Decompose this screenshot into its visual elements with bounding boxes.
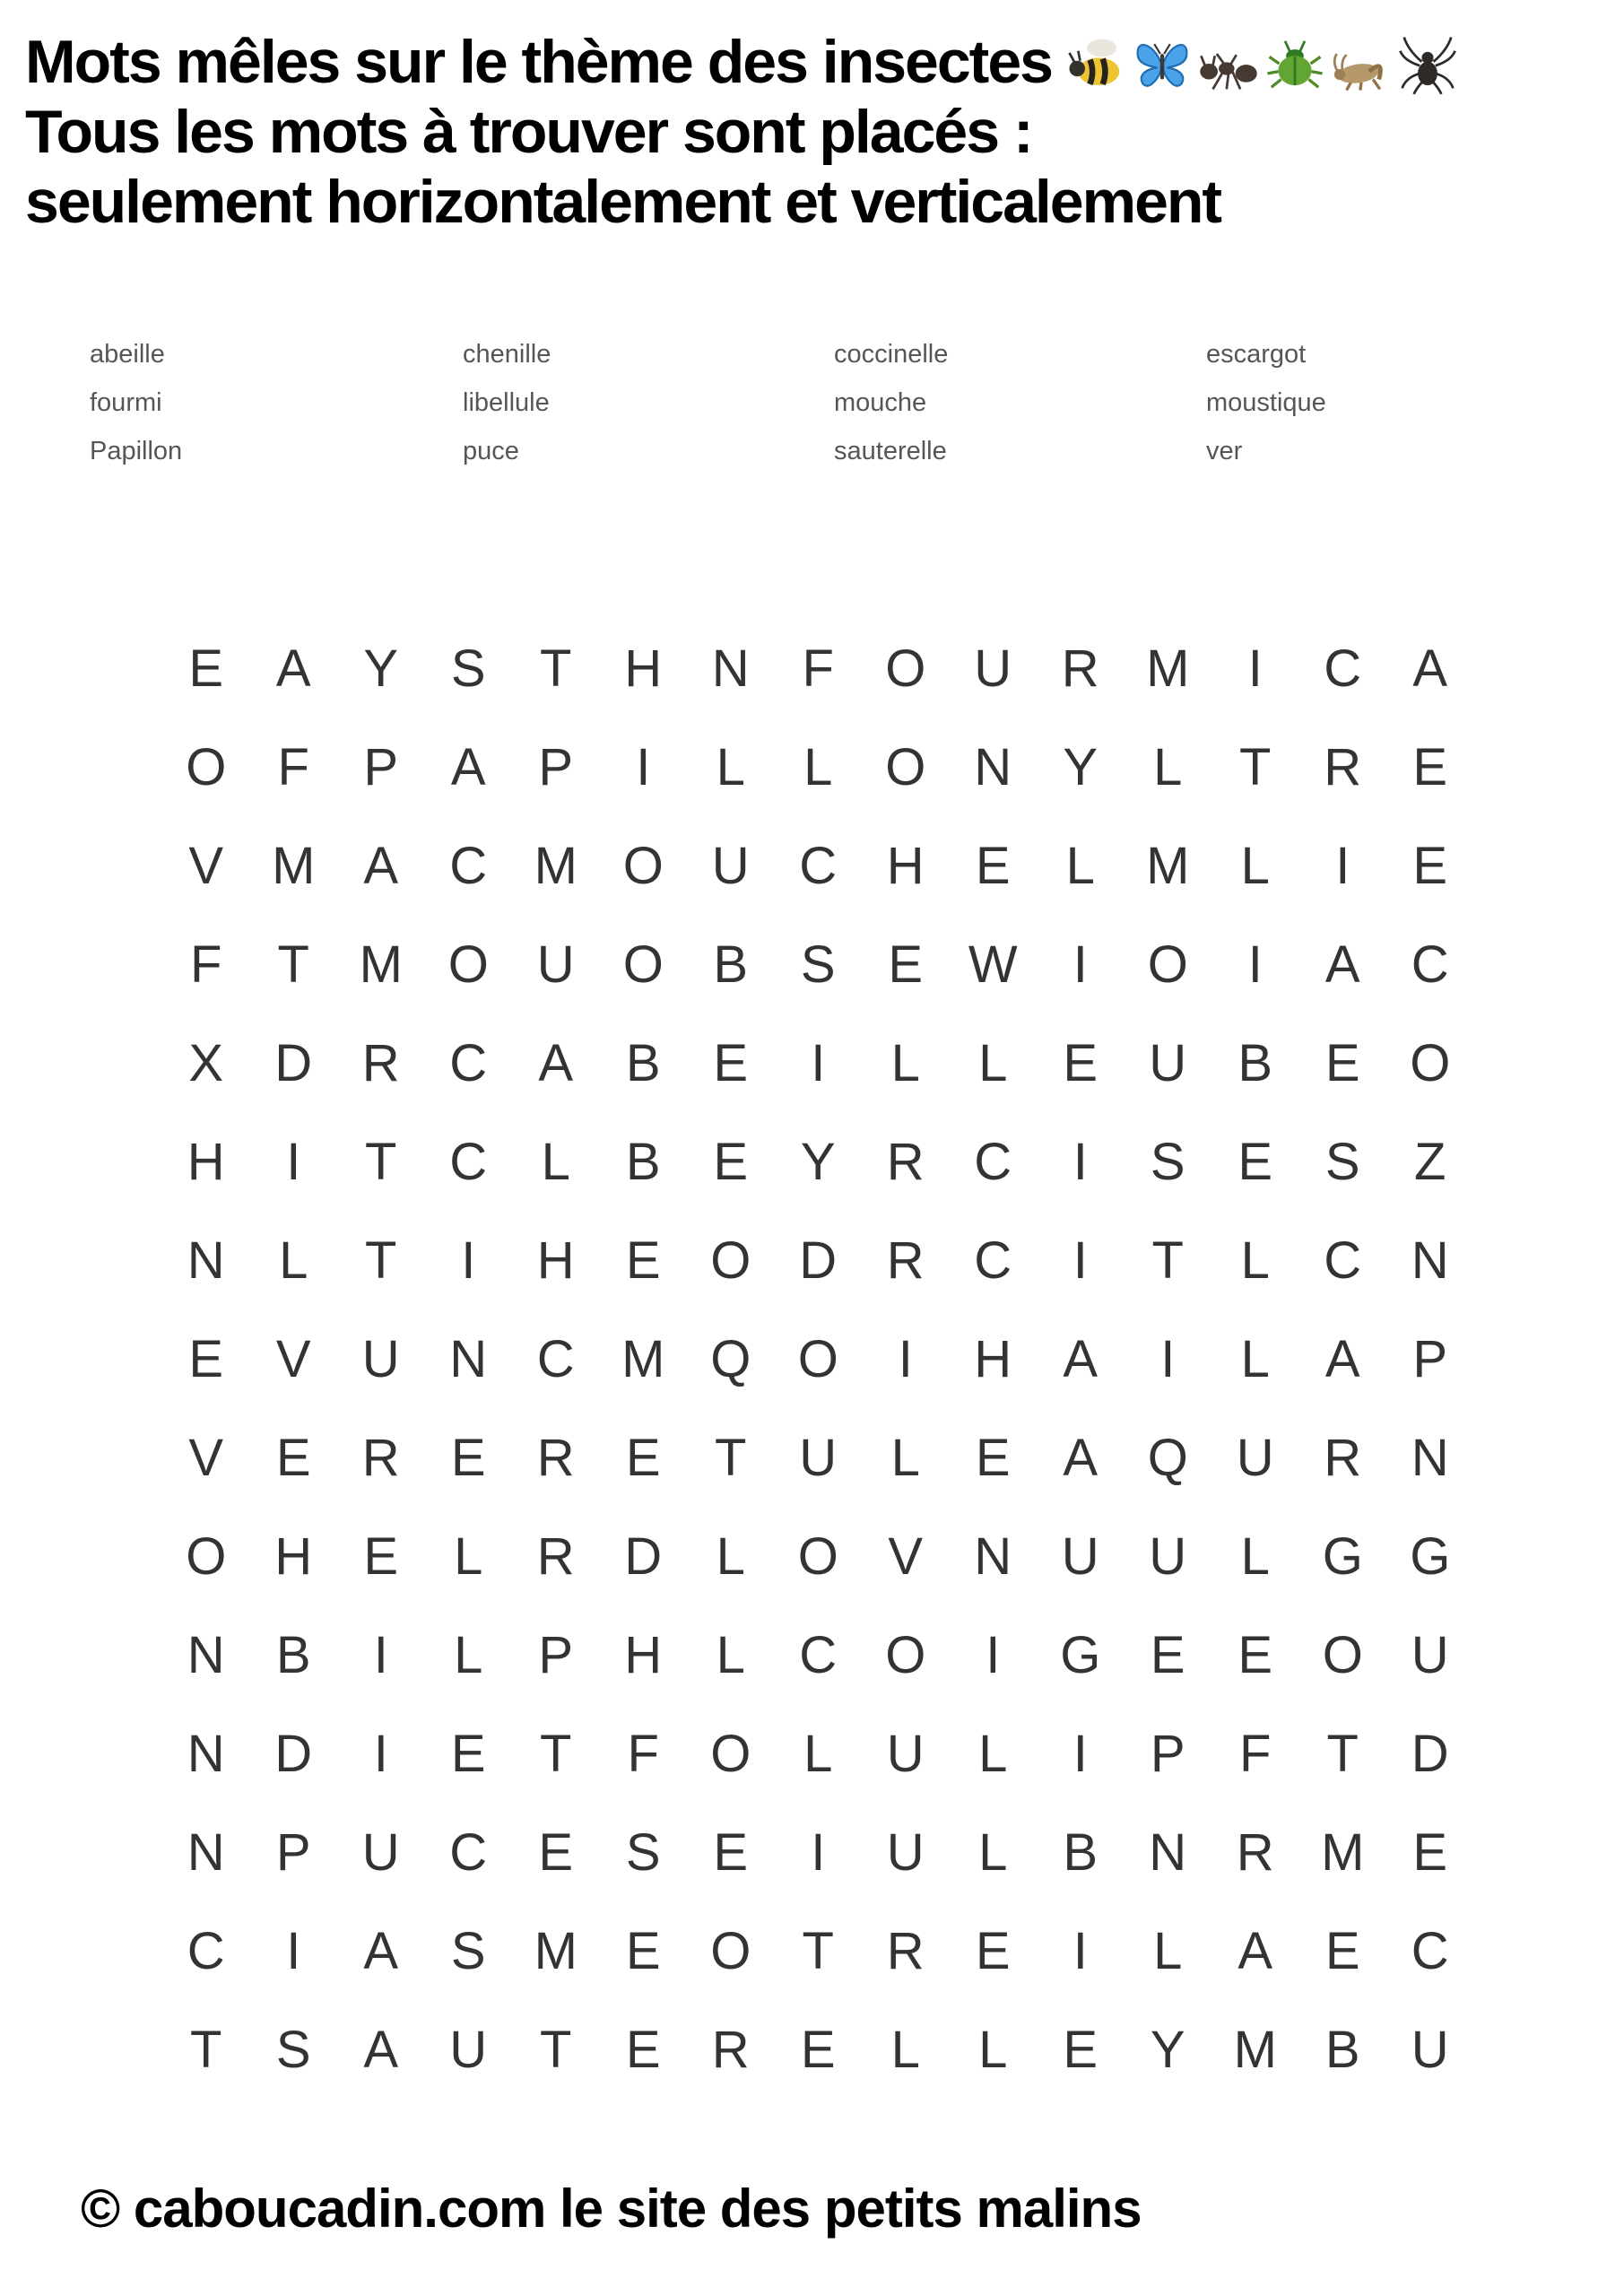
grid-cell: E	[888, 935, 924, 994]
grid-cell: V	[275, 1329, 311, 1388]
word-list	[90, 330, 1583, 475]
grid-cell: H	[624, 1625, 663, 1684]
grid-cell: R	[886, 1132, 925, 1191]
grid-cell: Q	[710, 1329, 751, 1388]
insect-icons	[1064, 32, 1459, 95]
grid-cell: O	[447, 935, 489, 994]
grid-cell: E	[1063, 1033, 1099, 1092]
word-item: escargot	[1206, 340, 1307, 369]
grid-cell: U	[1061, 1526, 1099, 1586]
grid-cell: E	[625, 2020, 661, 2079]
grid-cell: L	[1153, 737, 1183, 796]
grid-cell: H	[536, 1231, 575, 1290]
letter-grid	[162, 619, 1474, 2099]
grid-cell: N	[449, 1329, 488, 1388]
grid-cell: N	[1411, 1231, 1449, 1290]
grid-cell: C	[187, 1921, 225, 1980]
grid-cell: A	[363, 2020, 399, 2079]
grid-cell: Y	[800, 1132, 836, 1191]
grid-cell: L	[541, 1132, 570, 1191]
grid-cell: L	[978, 1822, 1008, 1882]
grid-cell: L	[716, 1625, 745, 1684]
grid-cell: O	[710, 1921, 751, 1980]
grid-cell: A	[275, 639, 311, 698]
grid-cell: N	[187, 1231, 225, 1290]
grid-cell: A	[450, 737, 486, 796]
grid-cell: A	[363, 1921, 399, 1980]
grid-cell: R	[536, 1526, 575, 1586]
grid-cell: C	[974, 1231, 1012, 1290]
grid-cell: B	[1238, 1033, 1273, 1092]
grid-cell: O	[710, 1231, 751, 1290]
word-item: puce	[463, 437, 519, 465]
grid-cell: L	[978, 1033, 1008, 1092]
grid-cell: I	[636, 737, 651, 796]
grid-cell: N	[711, 639, 750, 698]
grid-cell: Y	[363, 639, 399, 698]
grid-cell: A	[363, 836, 399, 895]
grid-cell: V	[188, 1428, 224, 1487]
grid-cell: N	[974, 1526, 1012, 1586]
grid-cell: E	[1412, 836, 1448, 895]
grid-cell: O	[885, 737, 926, 796]
butterfly-icon	[1131, 32, 1194, 95]
grid-cell: P	[1150, 1724, 1185, 1783]
grid-cell: X	[188, 1033, 224, 1092]
grid-cell: M	[1233, 2020, 1277, 2079]
grid-cell: E	[975, 1921, 1011, 1980]
grid-cell: A	[538, 1033, 574, 1092]
grid-cell: E	[1412, 1822, 1448, 1882]
grid-cell: I	[898, 1329, 913, 1388]
grid-cell: V	[188, 836, 224, 895]
grid-cell: B	[1324, 2020, 1360, 2079]
word-item: abeille	[90, 340, 165, 369]
grid-cell: L	[1240, 1231, 1270, 1290]
grid-cell: O	[186, 737, 227, 796]
grid-cell: E	[1063, 2020, 1099, 2079]
grid-cell: L	[1065, 836, 1095, 895]
grid-cell: I	[373, 1625, 388, 1684]
grid-cell: O	[622, 935, 664, 994]
grid-cell: A	[1324, 935, 1360, 994]
grid-cell: C	[449, 1822, 488, 1882]
grid-cell: G	[1322, 1526, 1363, 1586]
grid-cell: U	[1149, 1526, 1187, 1586]
grid-cell: E	[1238, 1625, 1273, 1684]
grid-cell: U	[1411, 2020, 1449, 2079]
grid-cell: I	[1073, 1231, 1088, 1290]
grid-cell: E	[538, 1822, 574, 1882]
title-subtitle-2: seulement horizontalement et verticalement	[25, 168, 1221, 236]
grid-cell: E	[1412, 737, 1448, 796]
grid-cell: E	[450, 1724, 486, 1783]
grid-cell: L	[803, 737, 833, 796]
grid-cell: L	[1240, 1526, 1270, 1586]
grid-cell: D	[799, 1231, 838, 1290]
grid-cell: E	[713, 1132, 749, 1191]
grid-cell: R	[1236, 1822, 1274, 1882]
grid-cell: H	[624, 639, 663, 698]
grid-cell: V	[888, 1526, 924, 1586]
grid-cell: C	[799, 836, 838, 895]
grid-cell: P	[1412, 1329, 1448, 1388]
grid-cell: E	[975, 1428, 1011, 1487]
grid-cell: H	[974, 1329, 1012, 1388]
grid-cell: O	[622, 836, 664, 895]
grid-cell: E	[363, 1526, 399, 1586]
grid-cell: H	[187, 1132, 225, 1191]
grid-cell: D	[274, 1724, 313, 1783]
word-column	[90, 330, 463, 475]
word-column	[1206, 330, 1583, 475]
word-item: Papillon	[90, 437, 183, 465]
grid-cell: E	[713, 1033, 749, 1092]
grid-cell: U	[1236, 1428, 1274, 1487]
page-title: Mots mêles sur le thème des insectes	[25, 28, 1052, 96]
grid-cell: D	[624, 1526, 663, 1586]
grid-cell: L	[1240, 1329, 1270, 1388]
grid-cell: L	[890, 1428, 920, 1487]
grid-cell: M	[1321, 1822, 1365, 1882]
grid-cell: Y	[1150, 2020, 1185, 2079]
grid-cell: U	[1149, 1033, 1187, 1092]
grid-cell: U	[1411, 1625, 1449, 1684]
grid-cell: U	[711, 836, 750, 895]
grid-cell: M	[1146, 836, 1190, 895]
grid-cell: T	[1151, 1231, 1184, 1290]
grid-cell: N	[187, 1724, 225, 1783]
word-item: mouche	[834, 388, 927, 417]
grid-cell: E	[625, 1428, 661, 1487]
grid-cell: T	[540, 639, 572, 698]
grid-cell: A	[1063, 1329, 1099, 1388]
grid-cell: I	[1073, 1921, 1088, 1980]
grid-cell: F	[1239, 1724, 1272, 1783]
ant-icon	[1197, 32, 1260, 95]
grid-cell: S	[275, 2020, 311, 2079]
grid-cell: C	[449, 1033, 488, 1092]
grid-cell: A	[1412, 639, 1448, 698]
word-column	[463, 330, 834, 475]
grid-cell: N	[1149, 1822, 1187, 1882]
grid-cell: B	[625, 1033, 661, 1092]
grid-cell: O	[710, 1724, 751, 1783]
footer-credit: © caboucadin.com le site des petits malins	[81, 2179, 1142, 2239]
grid-cell: L	[454, 1625, 483, 1684]
grid-cell: T	[277, 935, 309, 994]
grid-cell: M	[534, 1921, 578, 1980]
grid-cell: C	[536, 1329, 575, 1388]
word-item: moustique	[1206, 388, 1326, 417]
word-column	[834, 330, 1206, 475]
grid-cell: S	[1324, 1132, 1360, 1191]
grid-cell: R	[1324, 737, 1362, 796]
grid-cell: U	[536, 935, 575, 994]
grid-cell: L	[1153, 1921, 1183, 1980]
grid-cell: U	[974, 639, 1012, 698]
grid-cell: T	[540, 2020, 572, 2079]
grid-cell: T	[365, 1231, 397, 1290]
grid-cell: L	[890, 2020, 920, 2079]
grid-cell: E	[188, 639, 224, 698]
grid-cell: C	[1324, 1231, 1362, 1290]
grid-cell: U	[799, 1428, 838, 1487]
spider-icon	[1396, 32, 1459, 95]
grid-cell: C	[1411, 1921, 1449, 1980]
grid-cell: F	[802, 639, 834, 698]
grid-cell: N	[974, 737, 1012, 796]
grid-cell: A	[1238, 1921, 1273, 1980]
grid-cell: A	[1324, 1329, 1360, 1388]
grid-cell: R	[1061, 639, 1099, 698]
grid-cell: M	[359, 935, 403, 994]
grid-cell: I	[1073, 935, 1088, 994]
grid-cell: R	[361, 1033, 400, 1092]
word-item: ver	[1206, 437, 1243, 465]
title-block	[25, 27, 1459, 237]
grid-cell: C	[449, 836, 488, 895]
grid-cell: M	[621, 1329, 665, 1388]
grid-cell: L	[716, 737, 745, 796]
grid-cell: R	[886, 1231, 925, 1290]
grid-cell: N	[1411, 1428, 1449, 1487]
grid-cell: L	[890, 1033, 920, 1092]
grid-cell: F	[627, 1724, 659, 1783]
grid-cell: O	[1147, 935, 1188, 994]
grid-cell: I	[811, 1822, 826, 1882]
grid-cell: D	[1411, 1724, 1449, 1783]
grid-cell: I	[1073, 1132, 1088, 1191]
grid-cell: E	[625, 1921, 661, 1980]
grid-cell: M	[272, 836, 316, 895]
grid-cell: R	[711, 2020, 750, 2079]
word-item: libellule	[463, 388, 550, 417]
grid-cell: B	[1063, 1822, 1099, 1882]
grid-cell: E	[1150, 1625, 1185, 1684]
grid-cell: H	[274, 1526, 313, 1586]
grid-cell: M	[1146, 639, 1190, 698]
grid-cell: R	[1324, 1428, 1362, 1487]
grid-cell: A	[1063, 1428, 1099, 1487]
grid-cell: I	[286, 1132, 301, 1191]
grid-cell: B	[275, 1625, 311, 1684]
grid-cell: T	[802, 1921, 834, 1980]
grid-cell: I	[286, 1921, 301, 1980]
beetle-icon	[1264, 32, 1326, 95]
grid-cell: I	[1073, 1724, 1088, 1783]
grid-cell: E	[1324, 1033, 1360, 1092]
grid-cell: T	[365, 1132, 397, 1191]
grid-cell: H	[886, 836, 925, 895]
grid-cell: S	[450, 639, 486, 698]
grid-cell: E	[713, 1822, 749, 1882]
grid-cell: E	[800, 2020, 836, 2079]
grid-cell: T	[540, 1724, 572, 1783]
grid-cell: I	[811, 1033, 826, 1092]
grid-cell: U	[361, 1329, 400, 1388]
grid-cell: C	[1411, 935, 1449, 994]
grid-cell: N	[187, 1822, 225, 1882]
grid-cell: G	[1410, 1526, 1451, 1586]
grid-cell: Q	[1147, 1428, 1188, 1487]
grid-cell: O	[186, 1526, 227, 1586]
grid-cell: C	[449, 1132, 488, 1191]
grid-cell: U	[886, 1822, 925, 1882]
grid-cell: S	[450, 1921, 486, 1980]
grid-cell: B	[625, 1132, 661, 1191]
grid-cell: U	[449, 2020, 488, 2079]
grid-cell: O	[885, 639, 926, 698]
grid-cell: T	[715, 1428, 747, 1487]
grid-cell: T	[1239, 737, 1272, 796]
grid-cell: T	[1326, 1724, 1359, 1783]
grid-cell: L	[978, 2020, 1008, 2079]
grid-cell: D	[274, 1033, 313, 1092]
word-item: sauterelle	[834, 437, 947, 465]
title-line-1	[25, 27, 1459, 97]
grid-cell: O	[1410, 1033, 1451, 1092]
word-item: coccinelle	[834, 340, 949, 369]
grid-cell: I	[986, 1625, 1001, 1684]
grid-cell: P	[538, 737, 574, 796]
grid-cell: R	[361, 1428, 400, 1487]
grid-cell: O	[797, 1526, 838, 1586]
grid-cell: N	[187, 1625, 225, 1684]
grid-cell: L	[803, 1724, 833, 1783]
grid-cell: E	[625, 1231, 661, 1290]
grid-cell: O	[797, 1329, 838, 1388]
grid-cell: Y	[1063, 737, 1099, 796]
grid-cell: P	[275, 1822, 311, 1882]
grid-cell: U	[361, 1822, 400, 1882]
grid-cell: E	[1324, 1921, 1360, 1980]
grid-cell: O	[885, 1625, 926, 1684]
grid-cell: L	[978, 1724, 1008, 1783]
grid-cell: M	[534, 836, 578, 895]
grid-cell: L	[279, 1231, 308, 1290]
word-item: fourmi	[90, 388, 162, 417]
grid-cell: F	[190, 935, 222, 994]
cricket-icon	[1330, 32, 1393, 95]
grid-cell: L	[716, 1526, 745, 1586]
grid-cell: L	[454, 1526, 483, 1586]
grid-cell: C	[1324, 639, 1362, 698]
title-subtitle-1: Tous les mots à trouver sont placés :	[25, 98, 1032, 166]
bee-icon	[1064, 32, 1127, 95]
word-item: chenille	[463, 340, 551, 369]
grid-cell: L	[1240, 836, 1270, 895]
grid-cell: I	[1247, 935, 1263, 994]
grid-cell: T	[190, 2020, 222, 2079]
grid-cell: R	[886, 1921, 925, 1980]
grid-cell: I	[1335, 836, 1350, 895]
grid-cell: E	[1238, 1132, 1273, 1191]
grid-cell: E	[975, 836, 1011, 895]
grid-cell: E	[188, 1329, 224, 1388]
grid-cell: C	[799, 1625, 838, 1684]
grid-cell: S	[800, 935, 836, 994]
grid-cell: I	[461, 1231, 476, 1290]
grid-cell: F	[277, 737, 309, 796]
grid-cell: I	[373, 1724, 388, 1783]
grid-cell: O	[1322, 1625, 1363, 1684]
grid-cell: W	[968, 935, 1018, 994]
grid-cell: B	[713, 935, 749, 994]
grid-cell: Z	[1414, 1132, 1446, 1191]
grid-cell: C	[974, 1132, 1012, 1191]
grid-cell: I	[1247, 639, 1263, 698]
grid-cell: E	[450, 1428, 486, 1487]
grid-cell: S	[1150, 1132, 1185, 1191]
grid-cell: I	[1160, 1329, 1176, 1388]
grid-cell: G	[1060, 1625, 1101, 1684]
grid-cell: P	[538, 1625, 574, 1684]
grid-cell: U	[886, 1724, 925, 1783]
grid-cell: E	[275, 1428, 311, 1487]
grid-cell: P	[363, 737, 399, 796]
grid-cell: S	[625, 1822, 661, 1882]
grid-cell: R	[536, 1428, 575, 1487]
